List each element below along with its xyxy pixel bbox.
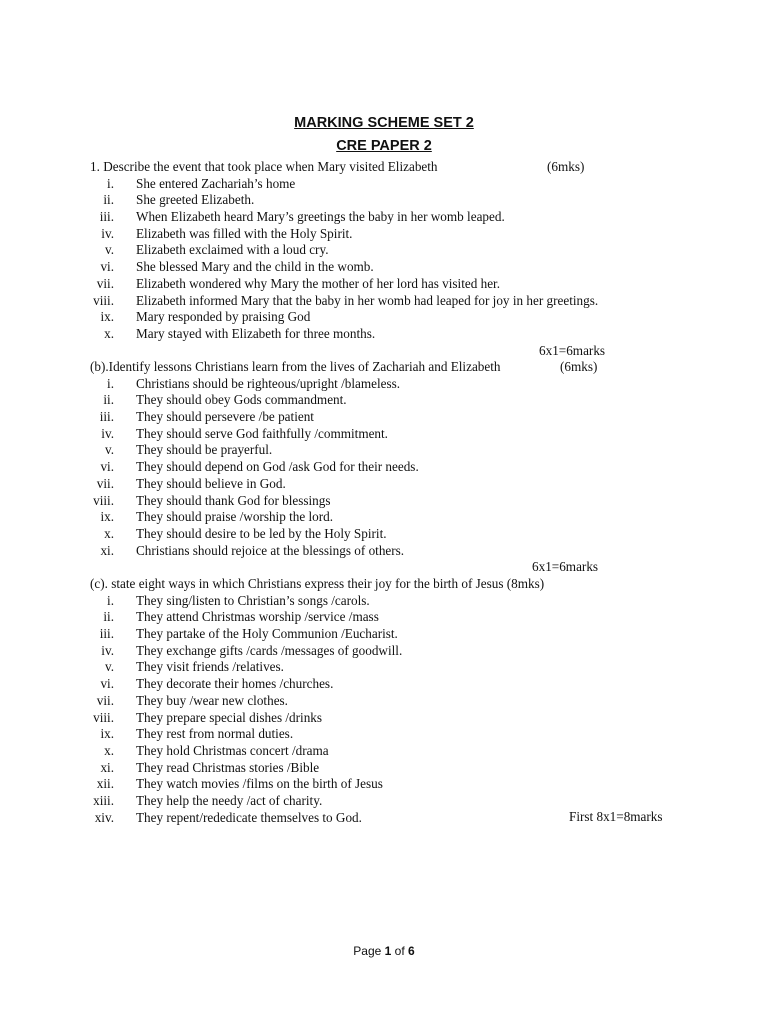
list-item-text: When Elizabeth heard Mary’s greetings the baby in her womb leaped. bbox=[136, 209, 505, 225]
list-item-text: They hold Christmas concert /drama bbox=[136, 742, 329, 758]
list-item-number: iv. bbox=[101, 225, 114, 241]
list-item bbox=[90, 793, 690, 810]
list-item bbox=[90, 726, 690, 743]
list-item-text: She blessed Mary and the child in the womb. bbox=[136, 259, 374, 275]
list-item-number: v. bbox=[104, 442, 114, 458]
list-item bbox=[90, 776, 690, 793]
list-item-text: Elizabeth exclaimed with a loud cry. bbox=[136, 242, 329, 258]
question-c bbox=[90, 576, 690, 593]
list-item-number: vii. bbox=[96, 692, 114, 708]
list-item-text: Elizabeth informed Mary that the baby in her womb had leaped for joy in her greetings. bbox=[136, 292, 599, 308]
list-item-text: They should thank God for blessings bbox=[136, 492, 331, 508]
list-item-text: They partake of the Holy Communion /Eucharist. bbox=[136, 626, 398, 642]
question-text: (c). state eight ways in which Christians express their joy for the birth of Jesus (8mks) bbox=[90, 576, 545, 591]
list-item bbox=[90, 743, 690, 760]
list-item-number: v. bbox=[104, 659, 114, 675]
list-item bbox=[90, 192, 690, 209]
list-item bbox=[90, 693, 690, 710]
list-item-text: They rest from normal duties. bbox=[136, 726, 294, 742]
list-item-text: They visit friends /relatives. bbox=[136, 659, 284, 675]
question-b bbox=[90, 359, 690, 376]
document-subtitle: CRE PAPER 2 bbox=[336, 138, 432, 154]
list-item-text: They should believe in God. bbox=[136, 475, 286, 491]
list-item bbox=[90, 276, 690, 293]
question-marks: (6mks) bbox=[547, 159, 585, 174]
list-item-text: She greeted Elizabeth. bbox=[136, 192, 255, 208]
section-a bbox=[90, 159, 690, 359]
document-title: MARKING SCHEME SET 2 bbox=[294, 115, 474, 131]
list-item-text: They read Christmas stories /Bible bbox=[136, 759, 320, 775]
list-item-text: They prepare special dishes /drinks bbox=[136, 709, 323, 725]
list-item-number: v. bbox=[104, 242, 114, 258]
list-item-text: They should persevere /be patient bbox=[136, 409, 314, 425]
list-item-number: xiv. bbox=[94, 809, 114, 825]
list-item-text: She entered Zachariah’s home bbox=[136, 175, 296, 191]
marks-total-text: First 8x1=8marks bbox=[569, 809, 663, 824]
list-item bbox=[90, 426, 690, 443]
list-item-text: Elizabeth wondered why Mary the mother of her lord has visited her. bbox=[136, 275, 501, 291]
list-item bbox=[90, 593, 690, 610]
list-item bbox=[90, 309, 690, 326]
list-item-number: vii. bbox=[96, 475, 114, 491]
list-item bbox=[90, 476, 690, 493]
list-item bbox=[90, 760, 690, 777]
list-item-number: viii. bbox=[93, 492, 114, 508]
list-item bbox=[90, 209, 690, 226]
list-item-text: They sing/listen to Christian’s songs /carols. bbox=[136, 592, 370, 608]
list-item bbox=[90, 710, 690, 727]
answer-list bbox=[90, 376, 690, 560]
list-item bbox=[90, 493, 690, 510]
list-item-text: Mary stayed with Elizabeth for three months. bbox=[136, 325, 376, 341]
list-item-text: They exchange gifts /cards /messages of goodwill. bbox=[136, 642, 403, 658]
list-item-text: Mary responded by praising God bbox=[136, 309, 311, 325]
list-item bbox=[90, 643, 690, 660]
list-item-number: vi. bbox=[100, 259, 114, 275]
list-item bbox=[90, 392, 690, 409]
list-item-text: They buy /wear new clothes. bbox=[136, 692, 288, 708]
list-item bbox=[90, 326, 690, 343]
list-item bbox=[90, 509, 690, 526]
page-footer bbox=[0, 944, 768, 958]
list-item bbox=[90, 543, 690, 560]
list-item bbox=[90, 226, 690, 243]
list-item-number: i. bbox=[107, 375, 114, 391]
list-item bbox=[90, 242, 690, 259]
question-marks: (6mks) bbox=[560, 359, 598, 374]
list-item-number: xiii. bbox=[93, 792, 114, 808]
question-text: 1. Describe the event that took place when Mary visited Elizabeth bbox=[90, 159, 438, 174]
list-item-number: xii. bbox=[96, 776, 114, 792]
list-item-text: They should praise /worship the lord. bbox=[136, 509, 334, 525]
list-item-number: iii. bbox=[99, 209, 114, 225]
list-item-text: They decorate their homes /churches. bbox=[136, 676, 334, 692]
list-item-number: ix. bbox=[100, 509, 114, 525]
marks-total bbox=[90, 809, 690, 826]
list-item-number: vii. bbox=[96, 275, 114, 291]
list-item-text: They repent/rededicate themselves to God. bbox=[136, 809, 362, 825]
list-item-text: They help the needy /act of charity. bbox=[136, 792, 323, 808]
list-item-number: vi. bbox=[100, 459, 114, 475]
list-item-number: iv. bbox=[101, 425, 114, 441]
marks-total-text: 6x1=6marks bbox=[532, 559, 599, 575]
list-item bbox=[90, 293, 690, 310]
list-item-number: iii. bbox=[99, 626, 114, 642]
list-item-text: They should obey Gods commandment. bbox=[136, 392, 347, 408]
page-current: 1 bbox=[384, 944, 392, 958]
page-of: of bbox=[394, 944, 405, 958]
list-item bbox=[90, 376, 690, 393]
page-total: 6 bbox=[408, 944, 415, 958]
list-item bbox=[90, 659, 690, 676]
question-1 bbox=[90, 159, 690, 176]
list-item-number: ix. bbox=[100, 309, 114, 325]
section-c-total bbox=[90, 809, 690, 826]
list-item bbox=[90, 442, 690, 459]
section-c bbox=[90, 576, 690, 826]
list-item-number: x. bbox=[104, 525, 114, 541]
list-item-text: They should depend on God /ask God for their needs. bbox=[136, 459, 419, 475]
list-item bbox=[90, 409, 690, 426]
list-item-number: viii. bbox=[93, 292, 114, 308]
list-item bbox=[90, 459, 690, 476]
section-b bbox=[90, 359, 690, 576]
list-item bbox=[90, 526, 690, 543]
list-item-number: viii. bbox=[93, 709, 114, 725]
list-item-number: iii. bbox=[99, 409, 114, 425]
list-item-number: xi. bbox=[100, 542, 114, 558]
list-item bbox=[90, 676, 690, 693]
list-item-text: Christians should rejoice at the blessings of others. bbox=[136, 542, 405, 558]
list-item bbox=[90, 626, 690, 643]
list-item-number: xi. bbox=[100, 759, 114, 775]
marks-total-text: 6x1=6marks bbox=[539, 342, 606, 358]
list-item-text: They should desire to be led by the Holy Spirit. bbox=[136, 525, 387, 541]
list-item-number: i. bbox=[107, 175, 114, 191]
list-item-number: ii. bbox=[103, 609, 114, 625]
list-item-number: iv. bbox=[101, 642, 114, 658]
list-item bbox=[90, 259, 690, 276]
list-item-number: x. bbox=[104, 742, 114, 758]
list-item-number: x. bbox=[104, 325, 114, 341]
list-item-number: vi. bbox=[100, 676, 114, 692]
list-item-number: i. bbox=[107, 592, 114, 608]
page-label: Page bbox=[353, 944, 382, 958]
list-item-text: They should serve God faithfully /commitment. bbox=[136, 425, 388, 441]
answer-list bbox=[90, 176, 690, 343]
answer-list bbox=[90, 593, 690, 827]
list-item bbox=[90, 609, 690, 626]
list-item-text: They should be prayerful. bbox=[136, 442, 273, 458]
list-item-text: They attend Christmas worship /service /mass bbox=[136, 609, 379, 625]
list-item-number: ix. bbox=[100, 726, 114, 742]
marks-total bbox=[90, 343, 690, 360]
list-item-text: They watch movies /films on the birth of Jesus bbox=[136, 776, 383, 792]
list-item bbox=[90, 176, 690, 193]
list-item-number: ii. bbox=[103, 192, 114, 208]
list-item-number: ii. bbox=[103, 392, 114, 408]
list-item-text: Christians should be righteous/upright /blameless. bbox=[136, 375, 401, 391]
marks-total bbox=[90, 559, 690, 576]
list-item-text: Elizabeth was filled with the Holy Spirit. bbox=[136, 225, 353, 241]
question-text: (b).Identify lessons Christians learn from the lives of Zachariah and Elizabeth bbox=[90, 359, 501, 374]
